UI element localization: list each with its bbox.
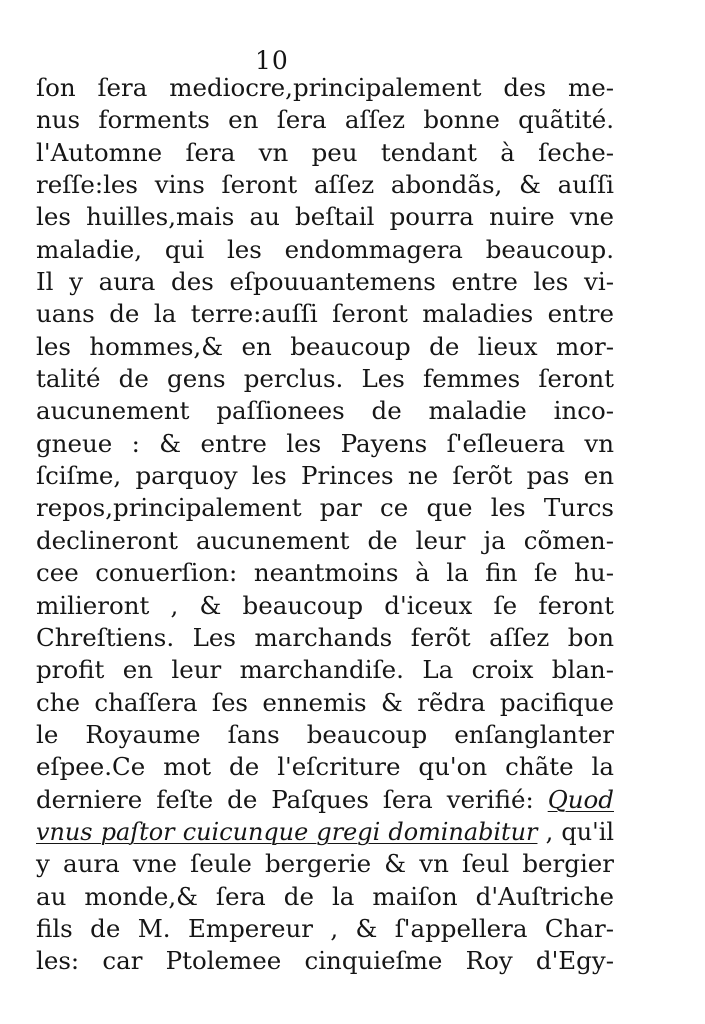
text-segment: uans de la terre:auſſi ſeront maladies entre [36, 299, 614, 329]
text-segment: au monde,& ſera de la maiſon d'Auſtriche [36, 881, 614, 911]
body-text [36, 72, 614, 978]
text-line [36, 201, 614, 233]
text-segment: Chreſtiens. Les marchands ferõt aſſez bon [36, 622, 614, 652]
text-segment: fils de M. Empereur , & ſ'appellera Char- [36, 913, 614, 943]
text-segment: y aura vne ſeule bergerie & vn ſeul bergier [36, 849, 614, 879]
latin-quotation: vnus paſtor cuicunque gregi dominabitur [36, 817, 538, 846]
text-segment: l'Automne ſera vn peu tendant à ſeche- [36, 137, 614, 167]
text-line [36, 751, 614, 783]
text-line [36, 363, 614, 395]
text-segment: aucunement paſſionees de maladie inco- [36, 396, 614, 426]
text-line [36, 590, 614, 622]
text-line [36, 137, 614, 169]
text-segment: repos,principalement par ce que les Turcs [36, 493, 614, 523]
text-line [36, 784, 614, 816]
text-line [36, 525, 614, 557]
text-line [36, 234, 614, 266]
text-line [36, 266, 614, 298]
text-segment: milieront , & beaucoup d'iceux ſe feront [36, 590, 614, 620]
text-segment: che chaſſera ſes ennemis & rẽdra pacifique [36, 687, 614, 717]
text-segment: talité de gens perclus. Les femmes ſeront [36, 364, 614, 394]
text-line [36, 104, 614, 136]
text-line [36, 428, 614, 460]
text-segment: les huilles,mais au beſtail pourra nuire vne [36, 202, 614, 232]
text-segment: le Royaume ſans beaucoup enſanglanter [36, 719, 614, 749]
text-segment: reſſe:les vins ſeront aſſez abondãs, & auſſi [36, 170, 614, 200]
page-number: 10 [255, 46, 289, 75]
text-segment: les: car Ptolemee cinquieſme Roy d'Egy- [36, 946, 614, 976]
text-line [36, 945, 614, 977]
text-line [36, 622, 614, 654]
text-line [36, 298, 614, 330]
text-line [36, 395, 614, 427]
text-line [36, 331, 614, 363]
text-line [36, 460, 614, 492]
text-line [36, 881, 614, 913]
text-segment: declineront aucunement de leur ja cõmen- [36, 525, 614, 555]
text-segment: ſon ſera mediocre,principalement des me- [36, 73, 614, 102]
text-line [36, 72, 614, 104]
text-segment: maladie, qui les endommagera beaucoup. [36, 234, 614, 264]
text-segment: nus forments en ſera aſſez bonne quãtité. [36, 105, 614, 135]
text-segment: Il y aura des eſpouuantemens entre les vi- [36, 267, 614, 297]
text-segment: gneue : & entre les Payens ſ'eſleuera vn [36, 428, 614, 458]
text-line [36, 557, 614, 589]
text-segment: les hommes,& en beaucoup de lieux mor- [36, 331, 614, 361]
text-segment: derniere feſte de Paſques ſera verifié: [36, 784, 548, 814]
text-line [36, 848, 614, 880]
text-segment: profit en leur marchandiſe. La croix blan- [36, 655, 614, 685]
text-line [36, 687, 614, 719]
latin-quotation: Quod [547, 784, 614, 814]
text-line [36, 492, 614, 524]
text-line [36, 816, 614, 848]
text-segment: , qu'il [537, 817, 614, 846]
text-line [36, 169, 614, 201]
text-line [36, 654, 614, 686]
text-segment: ſciſme, parquoy les Princes ne ſerõt pas en [36, 461, 614, 491]
text-segment: eſpee.Ce mot de l'eſcriture qu'on chãte la [36, 752, 614, 782]
text-line [36, 913, 614, 945]
text-line [36, 719, 614, 751]
text-segment: cee conuerſion: neantmoins à la fin ſe hu- [36, 558, 614, 588]
